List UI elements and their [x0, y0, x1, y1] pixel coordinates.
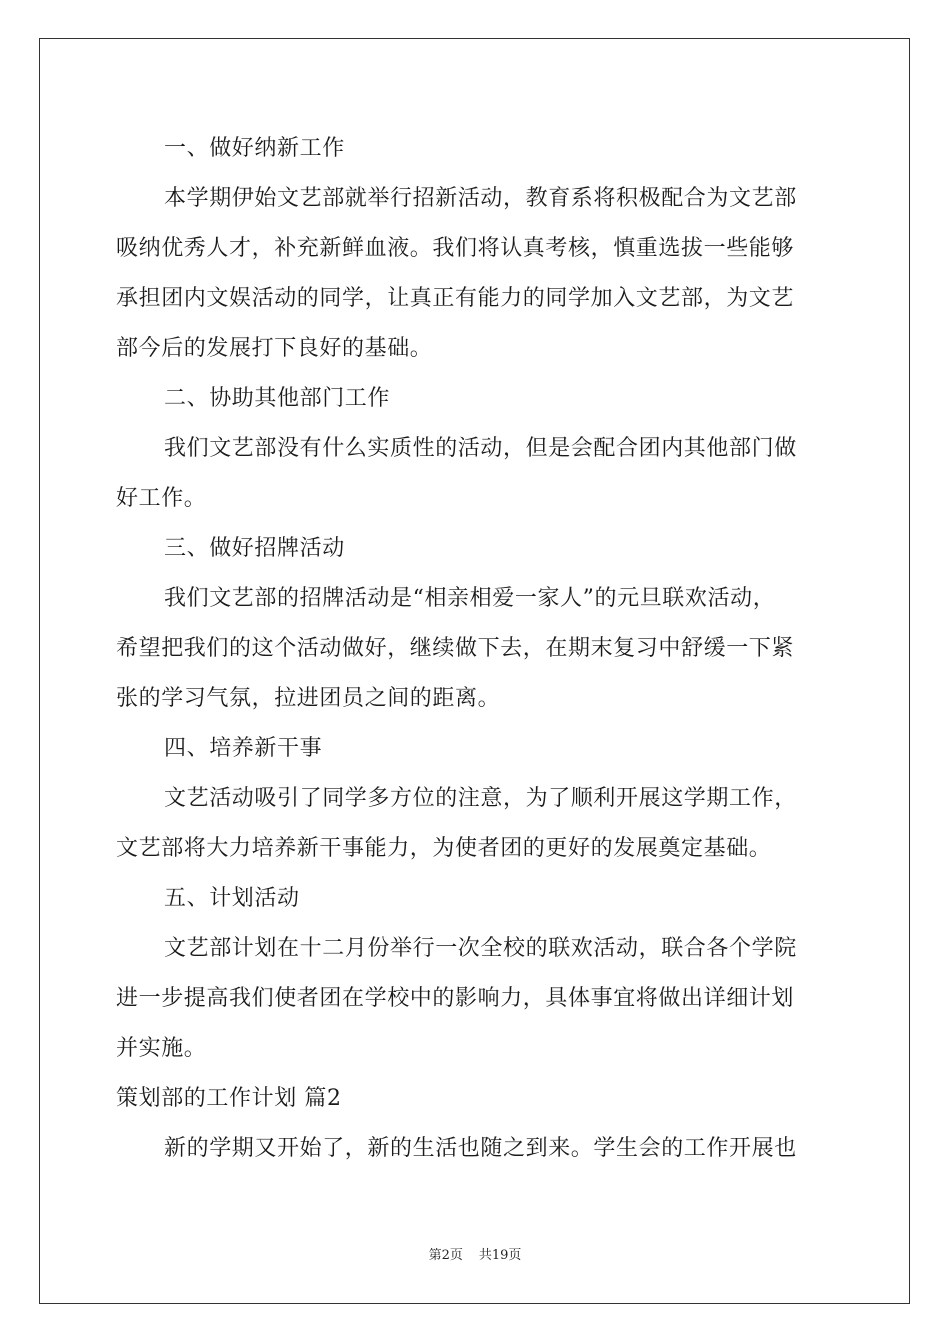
paragraph-line: 进一步提高我们使者团在学校中的影响力，具体事宜将做出详细计划 — [116, 986, 795, 1011]
section-heading-3: 三、做好招牌活动 — [164, 536, 345, 561]
paragraph-line: 文艺部计划在十二月份举行一次全校的联欢活动，联合各个学院 — [164, 936, 797, 961]
paragraph-line: 承担团内文娱活动的同学，让真正有能力的同学加入文艺部，为文艺 — [116, 286, 795, 311]
paragraph-line: 文艺部将大力培养新干事能力，为使者团的更好的发展奠定基础。 — [116, 836, 772, 861]
page-footer — [0, 1247, 950, 1265]
paragraph-line: 希望把我们的这个活动做好，继续做下去，在期末复习中舒缓一下紧 — [116, 636, 795, 661]
section-heading-2: 二、协助其他部门工作 — [164, 386, 391, 411]
paragraph-line: 并实施。 — [116, 1036, 207, 1061]
paragraph-line: 我们文艺部的招牌活动是“相亲相爱一家人”的元旦联欢活动， — [164, 586, 776, 611]
paragraph-line: 我们文艺部没有什么实质性的活动，但是会配合团内其他部门做 — [164, 436, 797, 461]
section-heading-4: 四、培养新干事 — [164, 736, 323, 761]
paragraph-line: 新的学期又开始了，新的生活也随之到来。学生会的工作开展也 — [164, 1136, 797, 1161]
section-heading-5: 五、计划活动 — [164, 886, 300, 911]
paragraph-line: 本学期伊始文艺部就举行招新活动，教育系将积极配合为文艺部 — [164, 186, 797, 211]
page-number: 第2页 — [428, 1248, 463, 1263]
paragraph-line: 文艺活动吸引了同学多方位的注意，为了顺利开展这学期工作， — [164, 786, 797, 811]
paragraph-line: 好工作。 — [116, 486, 207, 511]
article-title: 策划部的工作计划 篇2 — [116, 1086, 342, 1111]
paragraph-line: 部今后的发展打下良好的基础。 — [116, 336, 433, 361]
paragraph-line: 张的学习气氛，拉进团员之间的距离。 — [116, 686, 501, 711]
paragraph-line: 吸纳优秀人才，补充新鲜血液。我们将认真考核，慎重选拔一些能够 — [116, 236, 795, 261]
section-heading-1: 一、做好纳新工作 — [164, 136, 345, 161]
document-body — [116, 124, 840, 1174]
page-total: 共19页 — [478, 1248, 522, 1263]
